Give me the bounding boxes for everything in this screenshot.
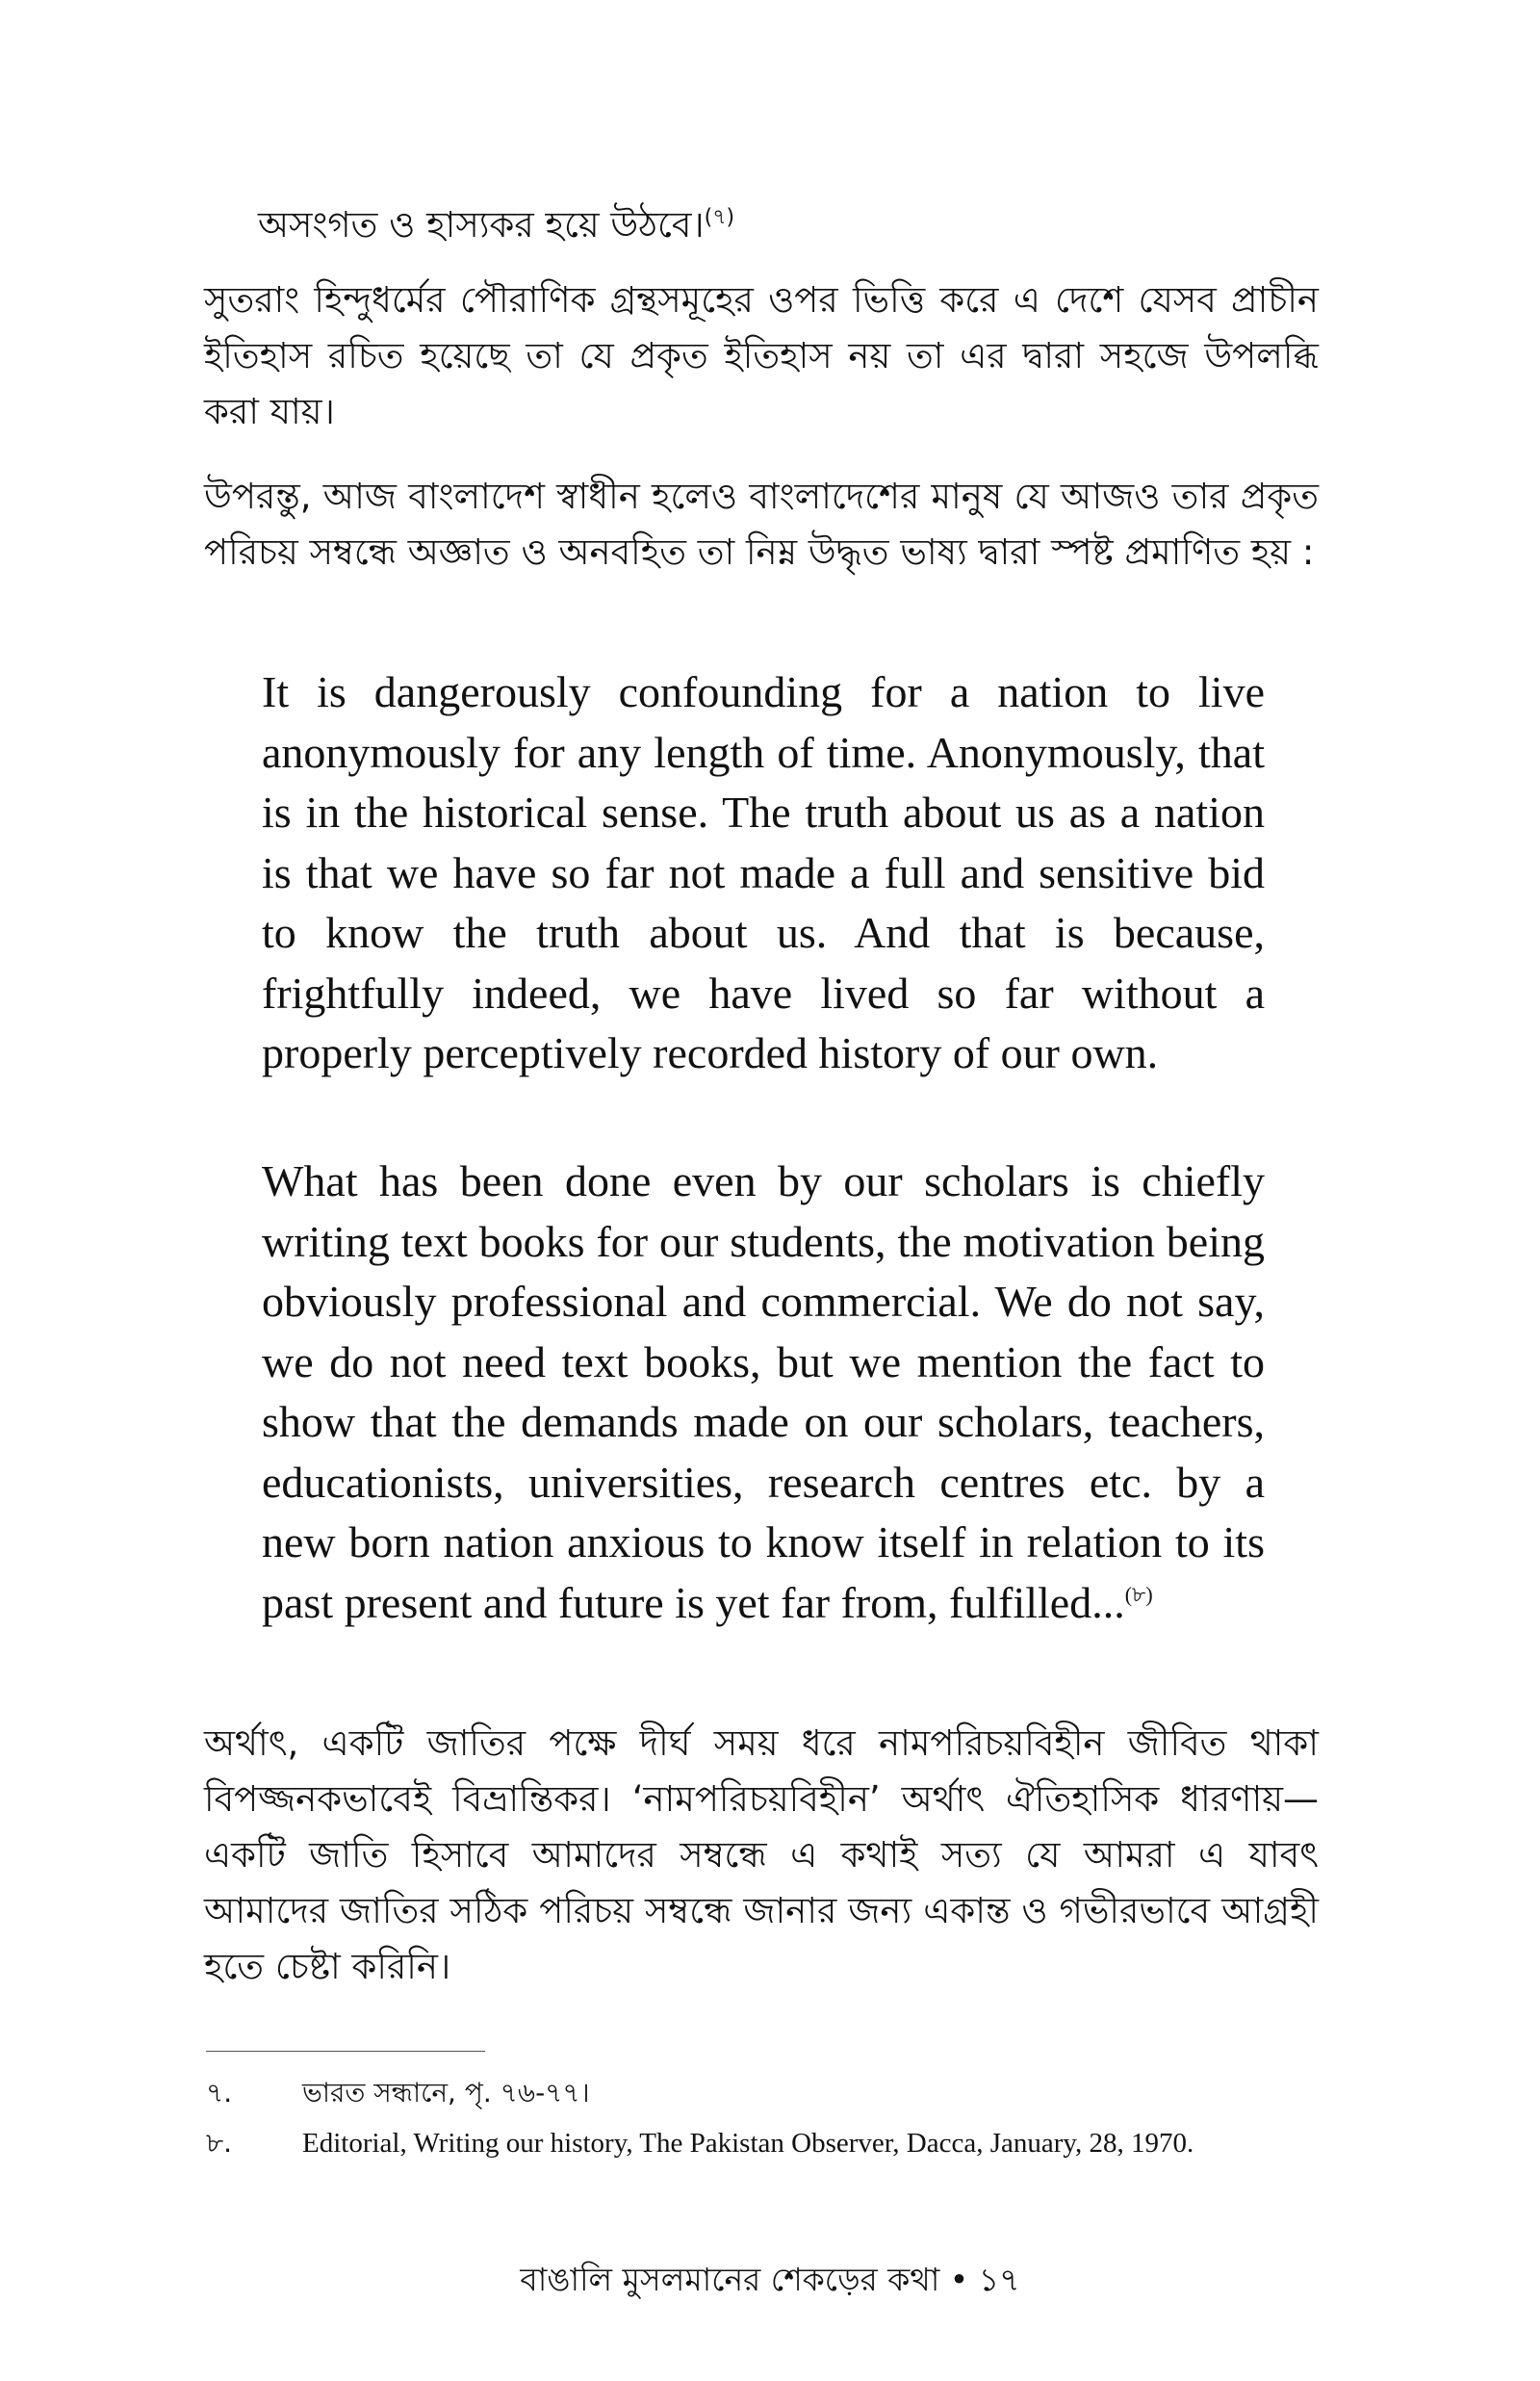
continuation-text: অসংগত ও হাস্যকর হয়ে উঠবে।: [258, 204, 705, 246]
english-quote-paragraph-1: It is dangerously confounding for a nation to live anonymously for any length of time. Anonymously, that is in the historical sense. The truth about us as a nation is that we have so far not made a full and sensitive bid to know the truth about us. And that is because, frightfully indeed, we have lived so far without a properly perceptively recorded history of our own.: [262, 667, 1265, 1077]
footnote-7-number: ৭.: [206, 2077, 233, 2109]
footnote-ref-8: (৮): [1124, 1582, 1153, 1607]
footnote-7-text: ভারত সন্ধানে, পৃ. ৭৬-৭৭।: [302, 2077, 590, 2109]
running-footer: বাঙালি মুসলমানের শেকড়ের কথা • ১৭: [520, 2261, 1020, 2298]
footnote-8-text: Editorial, Writing our history, The Pakistan Observer, Dacca, January, 28, 1970.: [302, 2128, 1194, 2159]
bengali-paragraph-3: অর্থাৎ, একটি জাতির পক্ষে দীর্ঘ সময় ধরে নামপরিচয়বিহীন জীবিত থাকা বিপজ্জনকভাবেই বিভ্রান্তিকর। ‘নামপরিচয়বিহীন’ অর্থাৎ ঐতিহাসিক ধারণায়—একটি জাতি হিসাবে আমাদের সম্বন্ধে এ কথাই সত্য যে আমরা এ যাবৎ আমাদের জাতির সঠিক পরিচয় সম্বন্ধে জানার জন্য একান্ত ও গভীরভাবে আগ্রহী হতে চেষ্টা করিনি।: [204, 1722, 1319, 1987]
continuation-line: [258, 197, 1220, 253]
footnote-ref-7: (৭): [704, 205, 735, 230]
bengali-paragraph-1: সুতরাং হিন্দুধর্মের পৌরাণিক গ্রন্থসমূহের ওপর ভিত্তি করে এ দেশে যেসব প্রাচীন ইতিহাস রচিত হয়েছে তা যে প্রকৃত ইতিহাস নয় তা এর দ্বারা সহজে উপলব্ধি করা যায়।: [204, 279, 1319, 432]
bengali-paragraph-2: উপরন্তু, আজ বাংলাদেশ স্বাধীন হলেও বাংলাদেশের মানুষ যে আজও তার প্রকৃত পরিচয় সম্বন্ধে অজ্ঞাত ও অনবহিত তা নিম্ন উদ্ধৃত ভাষ্য দ্বারা স্পষ্ট প্রমাণিত হয় :: [204, 476, 1319, 573]
footnote-7: [206, 2074, 1342, 2113]
footnote-divider: [206, 2051, 485, 2052]
english-quote-paragraph-2: [262, 1152, 1265, 1633]
footnote-8-number: ৮.: [206, 2127, 233, 2159]
english-quote-paragraph-2-text: What has been done even by our scholars is chiefly writing text books for our students, the motivation being obviously professional and commercial. We do not say, we do not need text books, but we mention the fact to show that the demands made on our scholars, teachers, educationists, universities, research centres etc. by a new born nation anxious to know itself in relation to its past present and future is yet far from, fulfilled...: [262, 1156, 1265, 1627]
footnote-8: [206, 2124, 1342, 2163]
